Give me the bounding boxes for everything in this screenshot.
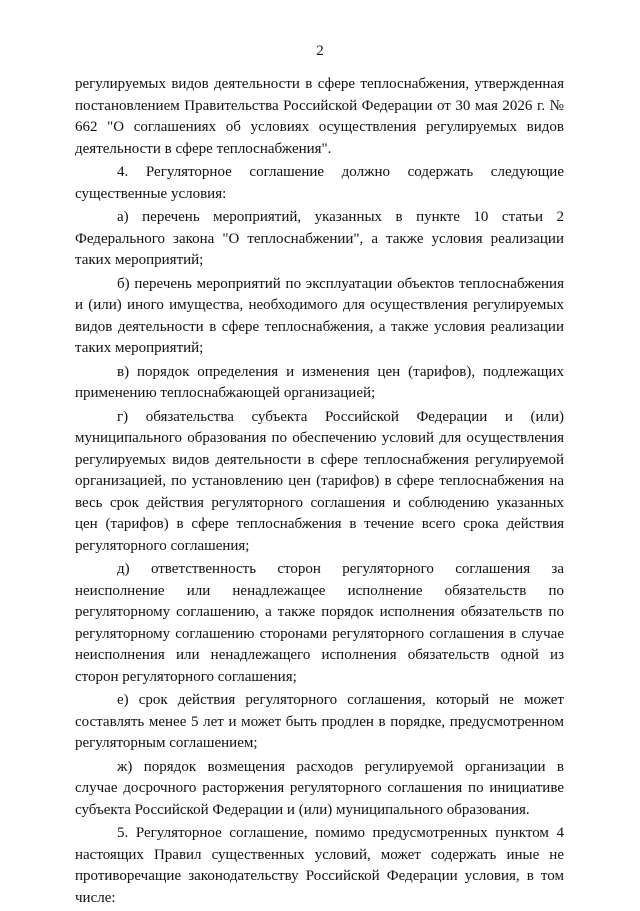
paragraph-item-g: г) обязательства субъекта Российской Федерации и (или) муниципального образования по обеспечению условий для осуществления регулируемых видов деятельности в сфере теплоснабжения регулируемой организацией, по установлению цен (тарифов) в сфере теплоснабжения на весь срок действия регуляторного соглашения и соблюдению указанных цен (тарифов) в сфере теплоснабжения в течение всего срока действия регуляторного соглашения; xyxy=(75,408,564,554)
paragraph-clause-4: 4. Регуляторное соглашение должно содержать следующие существенные условия: xyxy=(75,164,564,202)
paragraph-continuation: регулируемых видов деятельности в сфере теплоснабжения, утвержденная постановлением Правительства Российской Федерации от 30 мая 2026 г. № 662 "О соглашениях об условиях осуществления регулируемых видов деятельности в сфере теплоснабжения". xyxy=(75,76,564,157)
paragraph-clause-5: 5. Регуляторное соглашение, помимо предусмотренных пунктом 4 настоящих Правил существенных условий, может содержать иные не противоречащие законодательству Российской Федерации условия, в том числе: xyxy=(75,825,564,906)
paragraph-item-v: в) порядок определения и изменения цен (тарифов), подлежащих применению теплоснабжающей организацией; xyxy=(75,363,564,401)
paragraph-item-b: б) перечень мероприятий по эксплуатации объектов теплоснабжения и (или) иного имущества, необходимого для осуществления регулируемых видов деятельности в сфере теплоснабжения, а также условия реализации таких мероприятий; xyxy=(75,275,564,356)
document-body xyxy=(75,74,564,911)
paragraph-item-zh: ж) порядок возмещения расходов регулируемой организации в случае досрочного расторжения регуляторного соглашения по инициативе субъекта Российской Федерации и (или) муниципального образования. xyxy=(75,758,564,818)
paragraph-item-e: е) срок действия регуляторного соглашения, который не может составлять менее 5 лет и может быть продлен в порядке, предусмотренном регуляторным соглашением; xyxy=(75,692,564,751)
paragraph-item-d: д) ответственность сторон регуляторного соглашения за неисполнение или ненадлежащее исполнение обязательств по регуляторному соглашению, а также порядок исполнения обязательств по регуляторному соглашению сторонами регуляторного соглашения в случае неисполнения или ненадлежащего исполнения обязательств одной из сторон регуляторного соглашения; xyxy=(75,561,564,685)
page-number: 2 xyxy=(316,43,324,59)
paragraph-item-a: а) перечень мероприятий, указанных в пункте 10 статьи 2 Федерального закона "О теплоснабжении", а также условия реализации таких мероприятий; xyxy=(75,209,564,268)
